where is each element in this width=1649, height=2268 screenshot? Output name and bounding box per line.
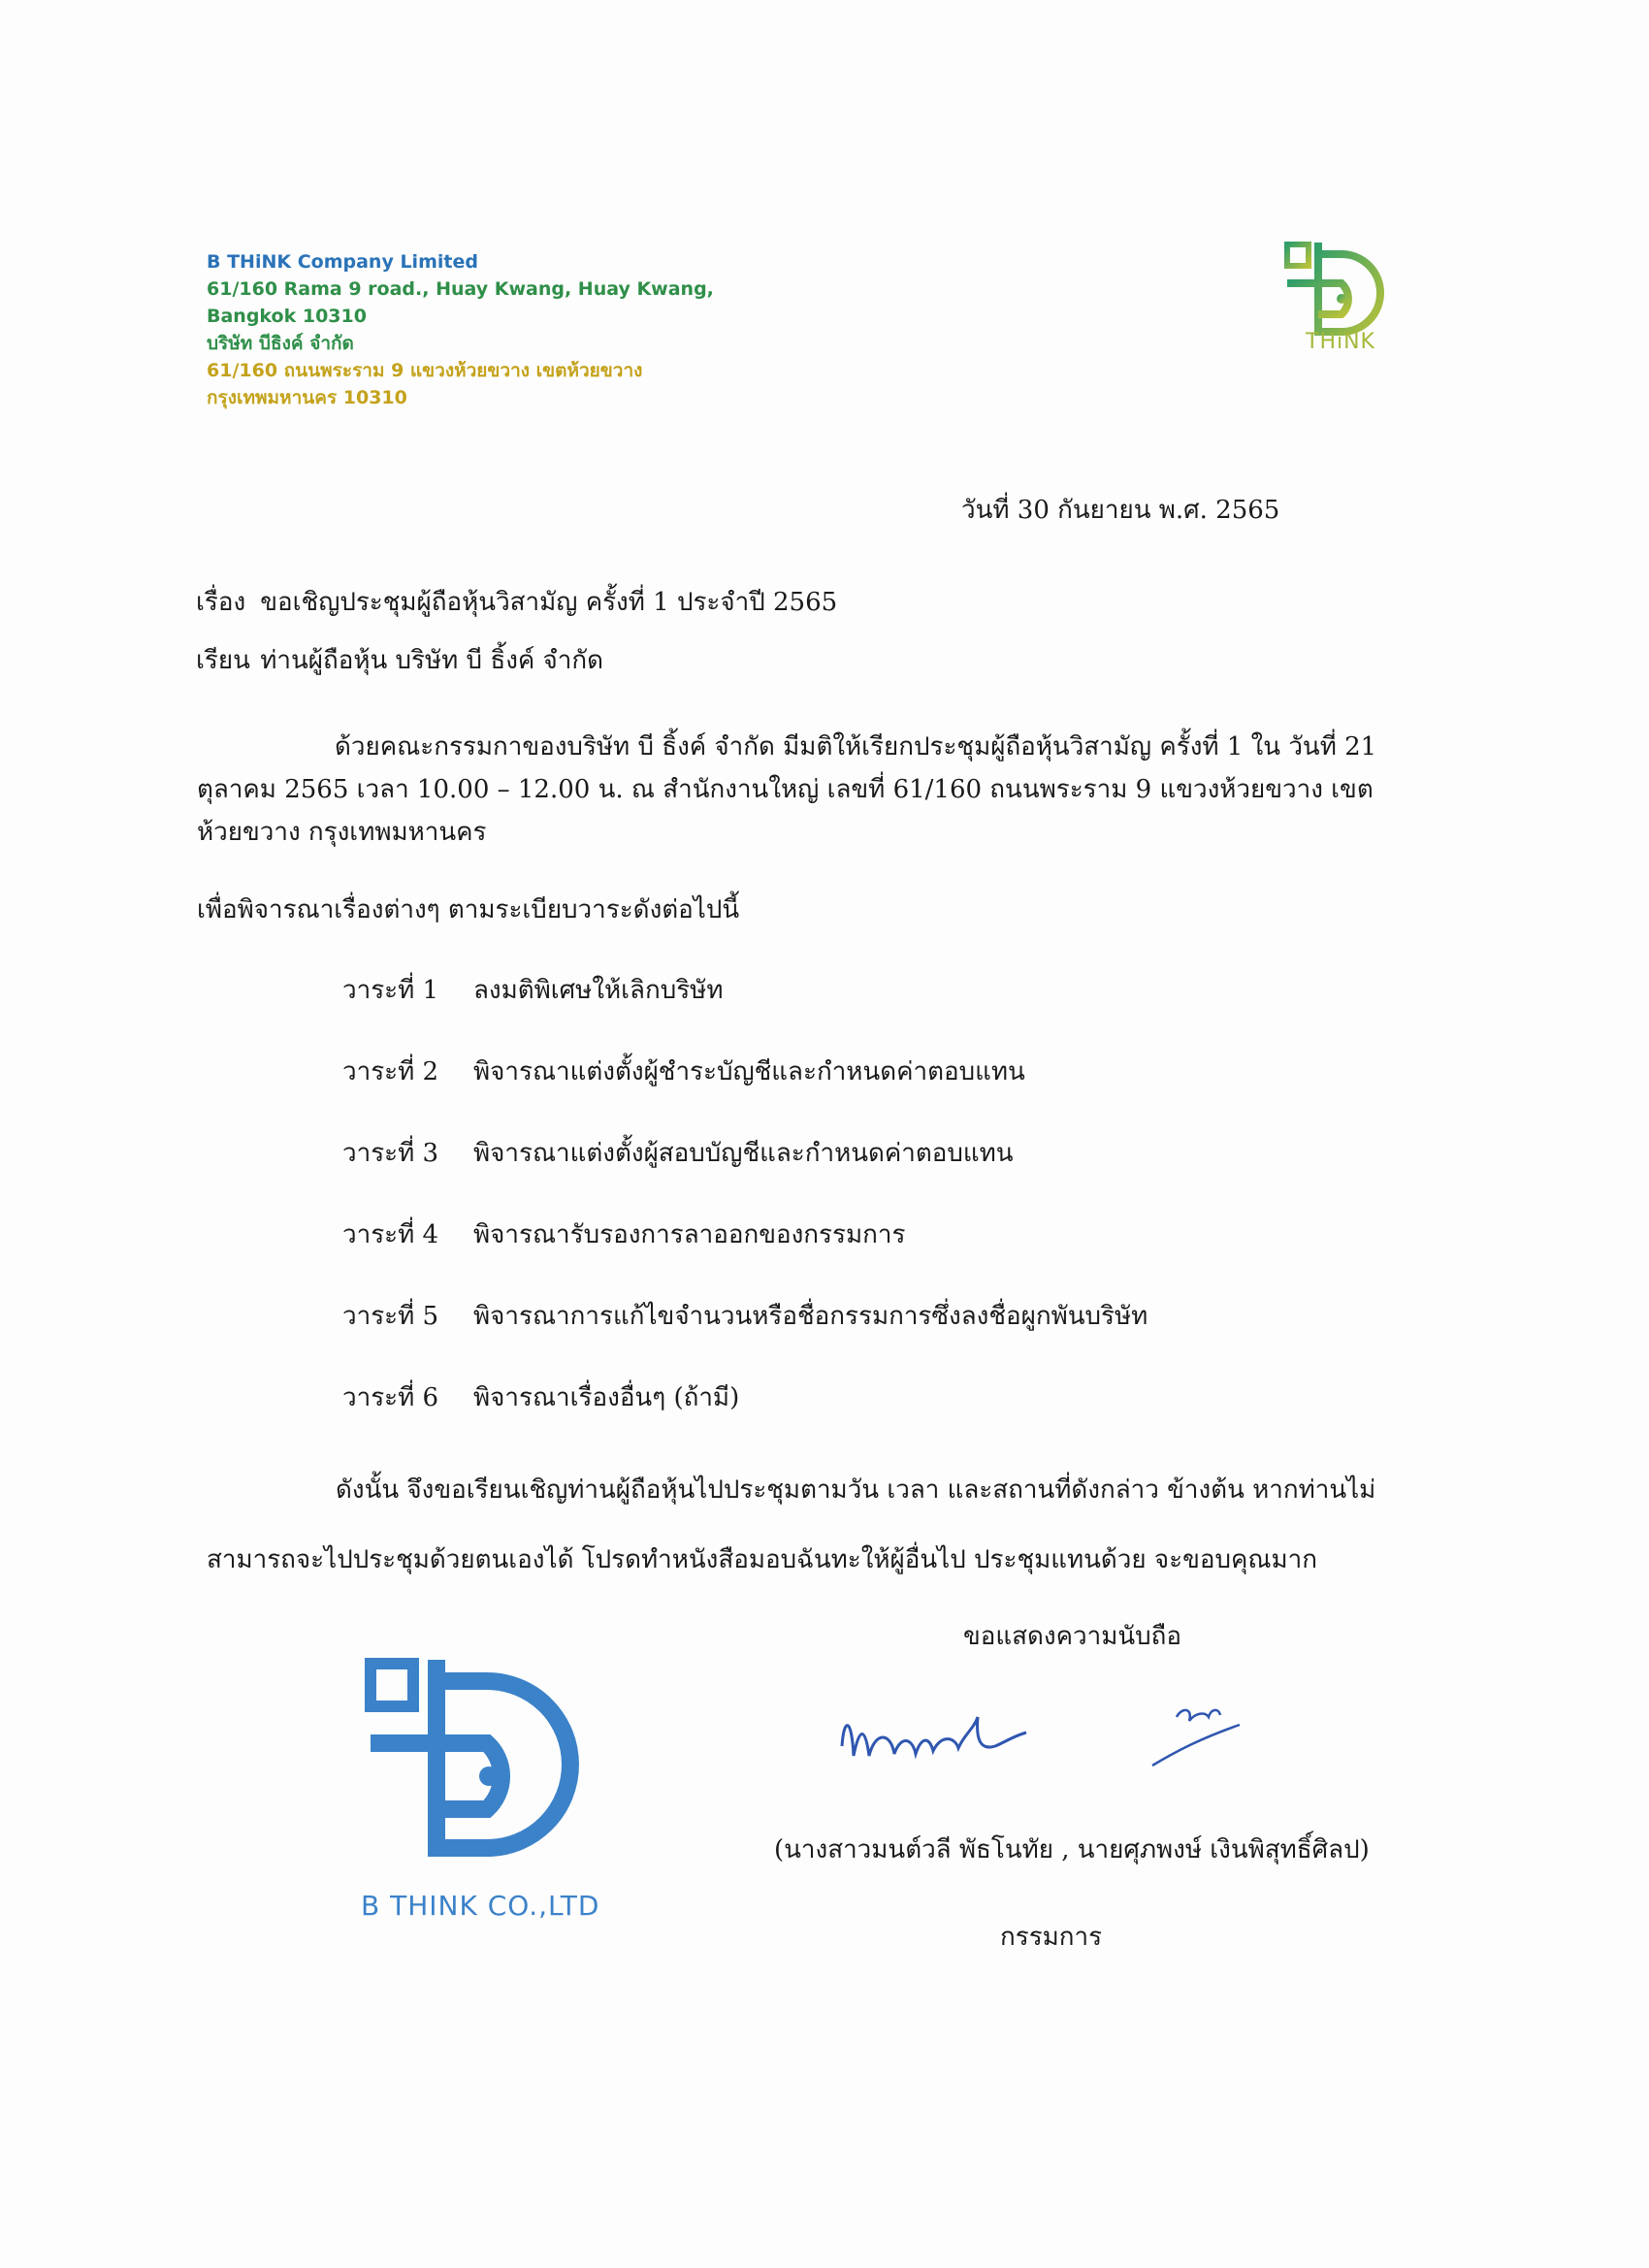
signature-icon	[832, 1678, 1269, 1795]
agenda-number: วาระที่ 4	[342, 1220, 439, 1249]
agenda-number: วาระที่ 6	[342, 1383, 439, 1412]
regards-line: ขอแสดงความนับถือ	[963, 1622, 1181, 1651]
subject-text: ขอเชิญประชุมผู้ถือหุ้นวิสามัญ ครั้งที่ 1 ประจำปี 2565	[260, 588, 838, 617]
agenda-number: วาระที่ 3	[342, 1139, 439, 1168]
date-line: วันที่ 30 กันยายน พ.ศ. 2565	[961, 496, 1280, 525]
agenda-text: พิจารณาการแก้ไขจำนวนหรือชื่อกรรมการซึ่งลงชื่อผูกพันบริษัท	[473, 1302, 1148, 1331]
agenda-text: ลงมติพิเศษให้เลิกบริษัท	[473, 976, 724, 1005]
address-en-line1: 61/160 Rama 9 road., Huay Kwang, Huay Kwang,	[207, 278, 714, 300]
agenda-item	[342, 1052, 1409, 1133]
subject-line	[196, 582, 837, 622]
signer-names: (นางสาวมนต์วลี พัธโนทัย , นายศุภพงษ์ เงินพิสุทธิ์ศิลป)	[774, 1835, 1370, 1864]
body-paragraph-2: เพื่อพิจารณาเรื่องต่างๆ ตามระเบียบวาระดังต่อไปนี้	[197, 895, 740, 924]
recipient-line	[196, 640, 603, 680]
agenda-text: พิจารณาเรื่องอื่นๆ (ถ้ามี)	[473, 1383, 740, 1412]
agenda-item	[342, 970, 1409, 1052]
subject-label: เรื่อง	[196, 588, 246, 617]
agenda-item	[342, 1133, 1409, 1215]
recipient-text: ท่านผู้ถือหุ้น บริษัท บี ธิ้งค์ จำกัด	[260, 646, 604, 675]
agenda-item	[342, 1296, 1409, 1377]
agenda-text: พิจารณาแต่งตั้งผู้สอบบัญชีและกำหนดค่าตอบแทน	[473, 1139, 1014, 1168]
address-en-line2: Bangkok 10310	[207, 306, 367, 327]
letterhead	[207, 248, 750, 411]
agenda-number: วาระที่ 2	[342, 1057, 439, 1086]
agenda-list	[342, 970, 1409, 1459]
company-name: B THiNK Company Limited	[207, 251, 478, 273]
agenda-item	[342, 1215, 1409, 1296]
agenda-item	[342, 1377, 1409, 1459]
agenda-number: วาระที่ 1	[342, 976, 439, 1005]
logo-wordmark: THiNK	[1306, 330, 1375, 354]
company-stamp-icon	[361, 1654, 603, 1887]
recipient-label: เรียน	[196, 646, 250, 675]
closing-paragraph: ดังนั้น จึงขอเรียนเชิญท่านผู้ถือหุ้นไปประชุมตามวัน เวลา และสถานที่ดังกล่าว ข้างต้น หากท่านไม่ สามารถจะไปประชุมด้วยตนเองได้ โปรดทำหนังสือมอบฉันทะให้ผู้อื่นไป ประชุมแทนด้วย จะขอบคุณมาก	[207, 1475, 1376, 1574]
agenda-text: พิจารณาแต่งตั้งผู้ชำระบัญชีและกำหนดค่าตอบแทน	[473, 1057, 1025, 1086]
company-name-th: บริษัท บีธิงค์ จำกัด	[207, 333, 354, 354]
agenda-number: วาระที่ 5	[342, 1302, 439, 1331]
stamp-label: B THINK CO.,LTD	[361, 1890, 600, 1922]
body-paragraph-1: ด้วยคณะกรรมกาของบริษัท บี ธิ้งค์ จำกัด มีมติให้เรียกประชุมผู้ถือหุ้นวิสามัญ ครั้งที่ 1 ใน วันที่ 21 ตุลาคม 2565 เวลา 10.00 – 12.00 น. ณ สำนักงานใหญ่ เลขที่ 61/160 ถนนพระราม 9 แขวงห้วยขวาง เขตห้วยขวาง กรุงเทพมหานคร	[197, 732, 1377, 847]
agenda-text: พิจารณารับรองการลาออกของกรรมการ	[473, 1220, 906, 1249]
signer-role: กรรมการ	[1000, 1923, 1103, 1952]
address-th-line2: กรุงเทพมหานคร 10310	[207, 387, 407, 408]
address-th-line1: 61/160 ถนนพระราม 9 แขวงห้วยขวาง เขตห้วยขวาง	[207, 360, 643, 381]
